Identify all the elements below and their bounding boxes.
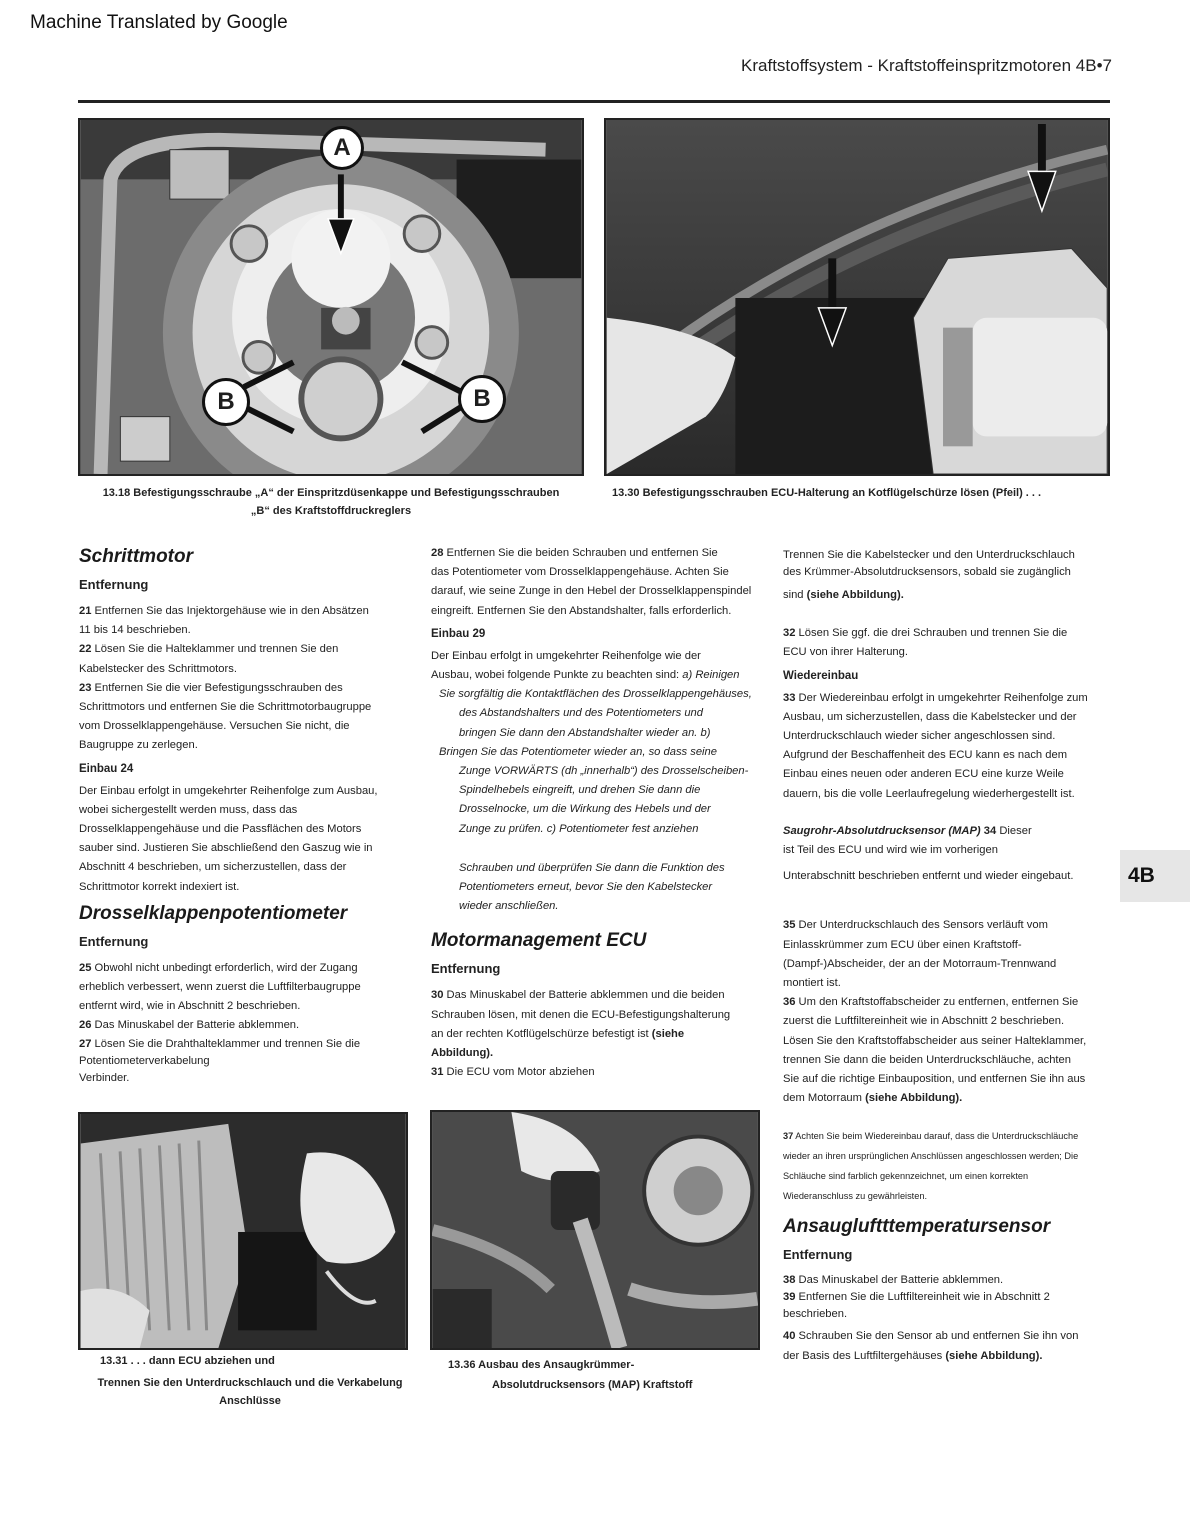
text-line: Lösen Sie die Drahthalteklammer und trennen Sie die: [91, 1037, 361, 1050]
text-line: ECU von ihrer Halterung.: [783, 646, 908, 659]
callout-label-b-left: B: [202, 378, 250, 426]
subheading-entfernung: Entfernung: [431, 961, 501, 977]
step-number: 25: [79, 961, 92, 974]
paragraph-34-end: [783, 867, 1113, 886]
text-line: Baugruppe zu zerlegen.: [79, 739, 198, 752]
ecu-bracket-illustration: [606, 120, 1108, 474]
text-line: dem Motorraum: [783, 1092, 866, 1105]
step-number: 26: [79, 1019, 92, 1032]
text-line: Wiederanschluss zu gewährleisten.: [783, 1191, 928, 1202]
chapter-tab-4b: 4B: [1120, 850, 1190, 902]
paragraph-33: [783, 689, 1113, 804]
text-line: Drosselnocke, um die Wirkung des Hebels und der: [459, 803, 711, 816]
step-number: 27: [79, 1037, 92, 1050]
text-line: Entfernen Sie das Injektorgehäuse wie in den Absätzen: [91, 605, 369, 617]
step-number: 31: [431, 1066, 444, 1079]
text-line: das Potentiometer vom Drosselklappengehäuse. Achten Sie: [431, 566, 729, 579]
step-number: 36: [783, 996, 796, 1009]
subheading-wiedereinbau: Wiedereinbau: [783, 669, 859, 682]
text-line: Das Minuskabel der Batterie abklemmen und die beiden: [443, 989, 725, 1002]
step-number: 39: [783, 1291, 796, 1304]
text-line: Entfernen Sie die beiden Schrauben und entfernen Sie: [443, 547, 718, 559]
text-line: Um den Kraftstoffabscheider zu entfernen, entfernen Sie: [795, 996, 1079, 1009]
spacer: [431, 839, 776, 859]
text-line: Zunge zu prüfen. c) Potentiometer fest anziehen: [459, 822, 699, 835]
text-line: Lösen Sie ggf. die drei Schrauben und trennen Sie die: [795, 627, 1068, 640]
text-line: Der Wiedereinbau erfolgt in umgekehrter Reihenfolge zum: [795, 691, 1088, 704]
step-number: 35: [783, 919, 796, 932]
text-line: Ausbau, um sicherzustellen, dass die Kabelstecker und der: [783, 710, 1077, 723]
text-line: Der Einbau erfolgt in umgekehrter Reihenfolge zum Ausbau,: [79, 784, 378, 797]
paragraph-24: [79, 782, 409, 897]
text-line: Der Einbau erfolgt in umgekehrter Reihenfolge wie der: [431, 649, 701, 662]
caption-13-36-line2: Absolutdrucksensors (MAP) Kraftstoff: [492, 1379, 693, 1391]
text-line: dauern, bis die volle Leerlaufregelung wiederhergestellt ist.: [783, 787, 1075, 800]
spacer: [783, 1108, 1113, 1126]
caption-13-31-line2: Trennen Sie den Unterdruckschlauch und die Verkabelung: [97, 1377, 403, 1389]
text-line: Entfernen Sie die Luftfiltereinheit wie in Abschnitt 2: [795, 1291, 1050, 1304]
photo-13-18-injector-cap: [78, 118, 584, 476]
subheading-entfernung: Entfernung: [79, 933, 149, 949]
step-number: 30: [431, 989, 444, 1002]
step-number: 21: [79, 605, 92, 617]
text-line: Dieser: [996, 824, 1032, 837]
text-line: Das Minuskabel der Batterie abklemmen.: [91, 1019, 300, 1032]
text-line: darauf, wie seine Zunge in den Hebel der Drosselklappenspindel: [431, 585, 752, 598]
text-line: entfernt wird, wie in Abschnitt 2 beschrieben.: [79, 1000, 301, 1013]
injector-housing-illustration: [80, 120, 582, 474]
text-line: sind: [783, 589, 807, 601]
paragraph-39: [783, 1289, 1113, 1323]
text-line: Das Minuskabel der Batterie abklemmen.: [795, 1274, 1004, 1287]
caption-13-31: [80, 1352, 420, 1410]
text-line: wobei sichergestellt werden muss, dass das: [79, 803, 298, 816]
spacer: [783, 804, 1113, 822]
step-number: 40: [783, 1330, 796, 1343]
text-line: Kabelstecker des Schrittmotors.: [79, 662, 237, 675]
photo-13-31-ecu-removal: [78, 1112, 408, 1350]
text-line: Schrauben lösen, mit denen die ECU-Befestigungshalterung: [431, 1008, 731, 1021]
text-line: beschrieben.: [783, 1308, 848, 1321]
text-line: bringen Sie dann den Abstandshalter wieder an. b): [459, 726, 711, 739]
text-line: wieder an ihren ursprünglichen Anschlüssen angeschlossen werden; Die: [783, 1151, 1079, 1162]
text-line: Unterdruckschlauch wieder sicher angeschlossen sind.: [783, 730, 1056, 743]
figure-reference: Abbildung).: [431, 1047, 494, 1060]
photo-13-36-map-sensor: [430, 1110, 760, 1350]
figure-reference: (siehe: [651, 1027, 685, 1040]
paragraph-23: [79, 679, 409, 756]
paragraph-31: [431, 1063, 776, 1082]
text-line: zuerst die Luftfiltereinheit wie in Abschnitt 2 beschrieben.: [783, 1015, 1065, 1028]
text-line: montiert ist.: [783, 977, 841, 990]
heading-motormanagement-ecu: Motormanagement ECU: [431, 930, 647, 952]
text-line: Aufgrund der Beschaffenheit des ECU kann es nach dem: [783, 749, 1068, 762]
caption-13-31-line3: Anschlüsse: [219, 1395, 281, 1407]
text-line: Sie auf die richtige Einbauposition, und entfernen Sie ihn aus: [783, 1073, 1086, 1086]
text-line: des Krümmer-Absolutdrucksensors, sobald sie zugänglich: [783, 566, 1071, 578]
caption-13-18-line2: „B“ des Kraftstoffdruckreglers: [250, 505, 412, 517]
caption-13-36: [448, 1356, 748, 1394]
heading-drosselklappenpotentiometer: Drosselklappenpotentiometer: [79, 902, 348, 924]
text-line: Der Unterdruckschlauch des Sensors verläuft vom: [795, 919, 1048, 932]
step-number: 38: [783, 1274, 796, 1287]
figure-reference: (siehe Abbildung).: [806, 589, 904, 601]
paragraph-28: [431, 544, 776, 621]
step-number: 32: [783, 627, 796, 640]
paragraph-31-continued-end: [783, 586, 1113, 605]
text-line: Lösen Sie die Halteklammer und trennen Sie den: [91, 643, 339, 656]
text-line: Drosselklappengehäuse und die Passflächen des Motors: [79, 823, 362, 836]
subheading-map-sensor: Saugrohr-Absolutdrucksensor (MAP): [783, 824, 981, 837]
step-number: 34: [980, 824, 997, 837]
machine-translation-watermark: Machine Translated by Google: [30, 12, 288, 33]
text-line: an der rechten Kotflügelschürze befestigt ist: [431, 1027, 652, 1040]
text-line: Lösen Sie den Kraftstoffabscheider aus seiner Halteklammer,: [783, 1034, 1087, 1047]
paragraph-30: [431, 986, 776, 1063]
callout-label-a: A: [320, 126, 364, 170]
paragraph-25: [79, 959, 409, 1017]
photo-13-30-ecu-bracket: [604, 118, 1110, 476]
text-line: Zunge VORWÄRTS (dh „innerhalb“) des Drosselscheiben-: [459, 765, 749, 778]
paragraph-36: [783, 993, 1113, 1108]
caption-13-31-line1: 13.31 . . . dann ECU abziehen und: [100, 1355, 275, 1367]
caption-13-18: [80, 484, 582, 520]
heading-ansauglufttemperatursensor: Ansaugluftttemperatursensor: [783, 1216, 1051, 1238]
paragraph-26: [79, 1016, 409, 1035]
spacer: [783, 886, 1113, 916]
paragraph-35: [783, 916, 1113, 993]
callout-label-b-right: B: [458, 375, 506, 423]
text-line: 11 bis 14 beschrieben.: [79, 624, 191, 637]
step-number: 23: [79, 681, 92, 694]
text-line: erheblich verbessert, wenn zuerst die Luftfilterbaugruppe: [79, 981, 361, 994]
text-line: Verbinder.: [79, 1071, 130, 1084]
text-line: Schrauben und überprüfen Sie dann die Funktion des: [459, 861, 725, 874]
text-line: Trennen Sie die Kabelstecker und den Unterdruckschlauch: [783, 549, 1075, 561]
text-line: Die ECU vom Motor abziehen: [443, 1066, 595, 1079]
text-line: (Dampf-)Abscheider, der an der Motorraum-Trennwand: [783, 957, 1057, 970]
text-line: Unterabschnitt beschrieben entfernt und wieder eingebaut.: [783, 870, 1074, 883]
text-line: Schrauben Sie den Sensor ab und entfernen Sie ihn von: [795, 1330, 1079, 1343]
text-line: Schrittmotors und entfernen Sie die Schrittmotorbaugruppe: [79, 701, 372, 714]
text-line: Sie sorgfältig die Kontaktflächen des Drosselklappengehäuses,: [439, 688, 752, 701]
text-line: des Abstandshalters und des Potentiometers und: [459, 707, 703, 720]
text-line: sauber sind. Justieren Sie abschließend den Gaszug wie in: [79, 842, 373, 855]
subheading-einbau-24: Einbau 24: [79, 762, 134, 775]
paragraph-31-continued: [783, 547, 1113, 581]
paragraph-34: [783, 822, 1113, 860]
header-rule: [78, 100, 1110, 103]
figure-reference: (siehe Abbildung).: [865, 1092, 963, 1105]
caption-13-36-line1: 13.36 Ausbau des Ansaugkrümmer-: [448, 1359, 635, 1371]
figure-reference: (siehe Abbildung).: [945, 1349, 1043, 1362]
paragraph-21: [79, 602, 409, 640]
subheading-entfernung: Entfernung: [79, 577, 149, 592]
text-line: der Basis des Luftfiltergehäuses: [783, 1349, 946, 1362]
paragraph-40: [783, 1327, 1113, 1365]
caption-13-18-line1: 13.18 Befestigungsschraube „A“ der Einspritzdüsenkappe und Befestigungsschrauben: [102, 487, 560, 499]
text-line: Obwohl nicht unbedingt erforderlich, wird der Zugang: [91, 961, 358, 974]
paragraph-37: [783, 1126, 1113, 1206]
heading-schrittmotor: Schrittmotor: [79, 546, 193, 567]
step-number: 22: [79, 643, 92, 656]
text-line: Einlasskrümmer zum ECU über einen Kraftstoff-: [783, 938, 1022, 951]
caption-13-30: 13.30 Befestigungsschrauben ECU-Halterung an Kotflügelschürze lösen (Pfeil) . . .: [612, 487, 1042, 499]
text-line: Ausbau, wobei folgende Punkte zu beachten sind:: [431, 669, 683, 682]
text-line: Potentiometerverkabelung: [79, 1054, 210, 1067]
text-line: eingreift. Entfernen Sie den Abstandshalter, falls erforderlich.: [431, 604, 732, 617]
text-line: Potentiometers erneut, bevor Sie den Kabelstecker: [459, 881, 713, 894]
step-number: 37: [783, 1131, 794, 1142]
spacer: [783, 605, 1113, 624]
subheading-entfernung: Entfernung: [783, 1247, 853, 1263]
text-line: Abschnitt 4 beschrieben, um sicherzustellen, dass der: [79, 861, 347, 874]
text-line: a) Reinigen: [682, 669, 740, 682]
paragraph-27: [79, 1036, 409, 1087]
text-line: ist Teil des ECU und wird wie im vorherigen: [783, 844, 998, 857]
text-line: vom Drosselklappengehäuse. Versuchen Sie nicht, die: [79, 720, 350, 733]
text-line: Einbau eines neuen oder anderen ECU eine kurze Weile: [783, 768, 1064, 781]
text-line: trennen Sie dann die beiden Unterdruckschläuche, achten: [783, 1053, 1071, 1066]
column-1: [79, 544, 409, 1087]
text-line: Achten Sie beim Wiedereinbau darauf, dass die Unterdruckschläuche: [793, 1131, 1079, 1142]
step-number: 33: [783, 691, 796, 704]
step-number: 28: [431, 547, 444, 559]
text-line: Schrittmotor korrekt indexiert ist.: [79, 880, 240, 893]
paragraph-38: [783, 1272, 1113, 1289]
map-sensor-illustration: [432, 1112, 758, 1348]
running-header: Kraftstoffsystem - Kraftstoffeinspritzmotoren 4B•7: [741, 56, 1112, 75]
text-line: Entfernen Sie die vier Befestigungsschrauben des: [91, 681, 343, 694]
column-2: [431, 544, 776, 1082]
paragraph-32: [783, 624, 1113, 662]
ecu-removal-illustration: [80, 1114, 406, 1348]
text-line: wieder anschließen.: [459, 900, 559, 913]
paragraph-29: [431, 647, 776, 917]
column-3: [783, 547, 1113, 1366]
text-line: Schläuche sind farblich gekennzeichnet, um einen korrekten: [783, 1171, 1029, 1182]
subheading-einbau-29: Einbau 29: [431, 627, 486, 640]
paragraph-22: [79, 640, 409, 678]
text-line: Bringen Sie das Potentiometer wieder an, so dass seine: [439, 745, 717, 758]
text-line: Spindelhebels eingreift, und drehen Sie dann die: [459, 784, 701, 797]
